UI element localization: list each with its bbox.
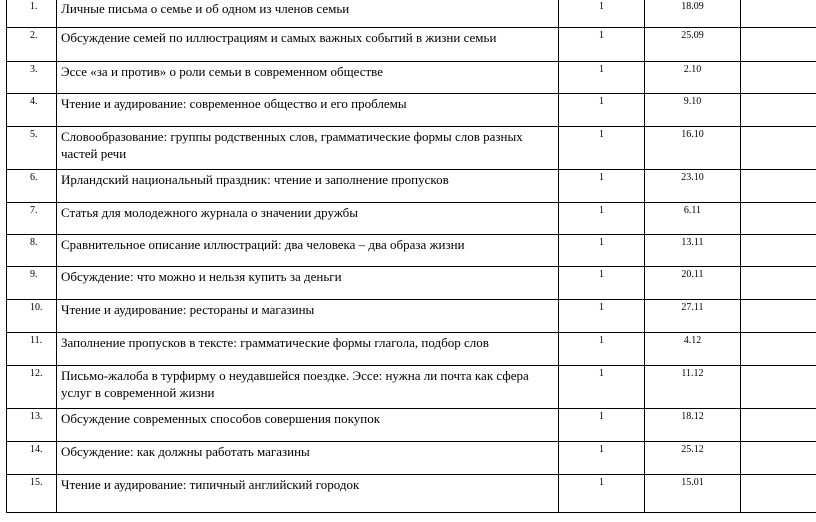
lesson-number: 1. — [7, 0, 57, 28]
lesson-topic: Ирландский национальный праздник: чтение и заполнение пропусков — [57, 170, 559, 203]
lesson-hours: 1 — [559, 366, 645, 409]
lesson-topic: Обсуждение современных способов совершения покупок — [57, 409, 559, 442]
lesson-number: 14. — [7, 442, 57, 475]
lesson-hours: 1 — [559, 267, 645, 300]
lesson-date: 20.11 — [645, 267, 741, 300]
lesson-note — [741, 94, 816, 127]
lesson-date: 25.12 — [645, 442, 741, 475]
lesson-note — [741, 333, 816, 366]
lesson-hours: 1 — [559, 235, 645, 267]
lesson-note — [741, 442, 816, 475]
lesson-topic: Обсуждение: что можно и нельзя купить за деньги — [57, 267, 559, 300]
table-row — [7, 267, 816, 300]
lesson-note — [741, 28, 816, 62]
lesson-date: 6.11 — [645, 203, 741, 235]
lesson-note — [741, 409, 816, 442]
table-row — [7, 333, 816, 366]
lesson-number: 7. — [7, 203, 57, 235]
table-row — [7, 366, 816, 409]
lesson-topic: Обсуждение семей по иллюстрациям и самых важных событий в жизни семьи — [57, 28, 559, 62]
lesson-hours: 1 — [559, 475, 645, 513]
lesson-hours: 1 — [559, 0, 645, 28]
lesson-hours: 1 — [559, 300, 645, 333]
lesson-number: 2. — [7, 28, 57, 62]
lesson-hours: 1 — [559, 94, 645, 127]
lesson-number: 4. — [7, 94, 57, 127]
lesson-number: 5. — [7, 127, 57, 170]
lesson-topic: Статья для молодежного журнала о значении дружбы — [57, 203, 559, 235]
lesson-note — [741, 475, 816, 513]
lesson-topic: Словообразование: группы родственных слов, грамматические формы слов разных частей речи — [57, 127, 559, 170]
table-row — [7, 300, 816, 333]
lesson-date: 25.09 — [645, 28, 741, 62]
lesson-note — [741, 366, 816, 409]
table-row — [7, 235, 816, 267]
lesson-date: 4.12 — [645, 333, 741, 366]
lesson-date: 2.10 — [645, 62, 741, 94]
lesson-date: 18.12 — [645, 409, 741, 442]
table-row — [7, 28, 816, 62]
lesson-plan-table — [6, 0, 816, 513]
lesson-note — [741, 170, 816, 203]
lesson-topic: Чтение и аудирование: рестораны и магазины — [57, 300, 559, 333]
lesson-topic: Обсуждение: как должны работать магазины — [57, 442, 559, 475]
lesson-topic: Чтение и аудирование: современное общество и его проблемы — [57, 94, 559, 127]
lesson-hours: 1 — [559, 127, 645, 170]
lesson-topic: Сравнительное описание иллюстраций: два человека – два образа жизни — [57, 235, 559, 267]
table-row — [7, 203, 816, 235]
lesson-number: 8. — [7, 235, 57, 267]
lesson-number: 12. — [7, 366, 57, 409]
table-row — [7, 475, 816, 513]
lesson-hours: 1 — [559, 28, 645, 62]
lesson-hours: 1 — [559, 409, 645, 442]
lesson-number: 3. — [7, 62, 57, 94]
lesson-number: 6. — [7, 170, 57, 203]
lesson-hours: 1 — [559, 442, 645, 475]
lesson-number: 10. — [7, 300, 57, 333]
table-row — [7, 170, 816, 203]
lesson-hours: 1 — [559, 170, 645, 203]
lesson-topic: Чтение и аудирование: типичный английский городок — [57, 475, 559, 513]
lesson-topic: Эссе «за и против» о роли семьи в современном обществе — [57, 62, 559, 94]
lesson-date: 11.12 — [645, 366, 741, 409]
lesson-hours: 1 — [559, 62, 645, 94]
lesson-date: 18.09 — [645, 0, 741, 28]
lesson-hours: 1 — [559, 333, 645, 366]
table-row — [7, 94, 816, 127]
lesson-plan-body — [7, 0, 816, 513]
lesson-date: 23.10 — [645, 170, 741, 203]
lesson-note — [741, 300, 816, 333]
lesson-number: 9. — [7, 267, 57, 300]
table-row — [7, 442, 816, 475]
lesson-number: 13. — [7, 409, 57, 442]
lesson-note — [741, 203, 816, 235]
lesson-hours: 1 — [559, 203, 645, 235]
lesson-date: 16.10 — [645, 127, 741, 170]
lesson-number: 15. — [7, 475, 57, 513]
table-row — [7, 409, 816, 442]
table-row — [7, 62, 816, 94]
lesson-topic: Письмо-жалоба в турфирму о неудавшейся поездке. Эссе: нужна ли почта как сфера услуг в современной жизни — [57, 366, 559, 409]
lesson-date: 13.11 — [645, 235, 741, 267]
lesson-note — [741, 0, 816, 28]
lesson-date: 27.11 — [645, 300, 741, 333]
lesson-topic: Личные письма о семье и об одном из членов семьи — [57, 0, 559, 28]
lesson-date: 9.10 — [645, 94, 741, 127]
table-row — [7, 0, 816, 28]
table-row — [7, 127, 816, 170]
lesson-topic: Заполнение пропусков в тексте: грамматические формы глагола, подбор слов — [57, 333, 559, 366]
lesson-note — [741, 62, 816, 94]
lesson-note — [741, 267, 816, 300]
lesson-date: 15.01 — [645, 475, 741, 513]
lesson-note — [741, 235, 816, 267]
lesson-number: 11. — [7, 333, 57, 366]
lesson-note — [741, 127, 816, 170]
